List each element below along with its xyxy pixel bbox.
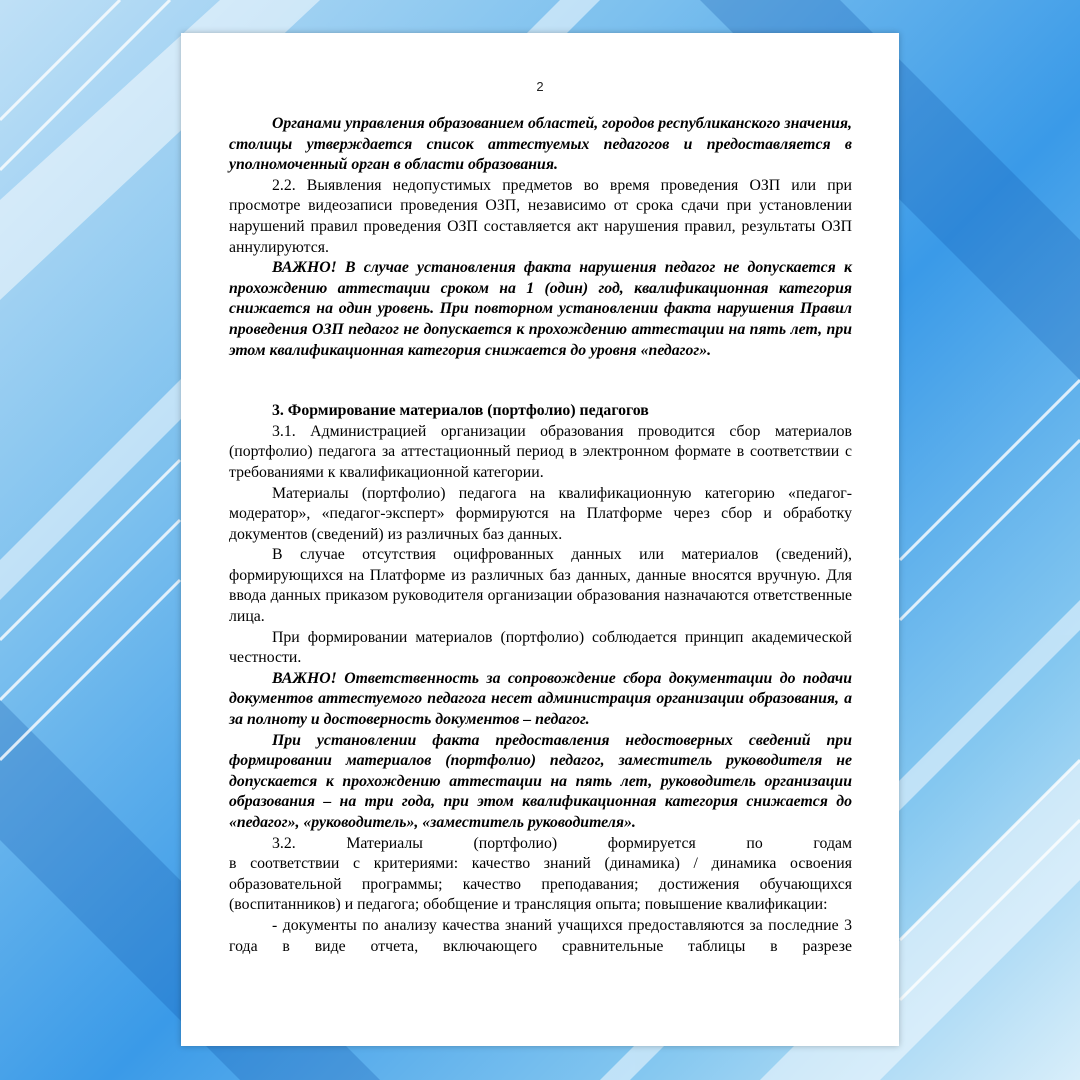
section-gap <box>229 361 852 401</box>
paragraph-false-information: При установлении факта предоставления недостоверных сведений при формировании материалов (портфолио) педагог, заместитель руководителя не допускается к прохождению аттестации на пять лет, руководитель организации образования – на три года, при этом квалификационная категория снижается до «педагог», «руководитель», «заместитель руководителя». <box>229 731 852 831</box>
section-3-heading: 3. Формирование материалов (портфолио) педагогов <box>272 402 649 420</box>
paragraph-3-2: 3.2. Материалы (портфолио) формируется по годам <box>272 834 852 852</box>
paragraph-important-violation: ВАЖНО! В случае установления факта нарушения педагог не допускается к прохождению аттестации сроком на 1 (один) год, квалификационная категория снижается на один уровень. При повторном установлении факта нарушения Правил проведения ОЗП педагог не допускается к прохождению аттестации на пять лет, при этом квалификационная категория снижается до уровня «педагог». <box>229 259 852 359</box>
paragraph-knowledge-documents: - документы по анализу качества знаний учащихся предоставляются за последние 3 года в виде отчета, включающего сравнительные таблицы в разрезе <box>229 916 852 955</box>
paragraph-2-2: 2.2. Выявления недопустимых предметов во время проведения ОЗП или при просмотре видеозаписи проведения ОЗП, независимо от срока сдачи при установлении нарушений правил проведения ОЗП составляется акт нарушения правил, результаты ОЗП аннулируются. <box>229 176 852 256</box>
document-page <box>181 33 899 1046</box>
paragraph-manual-entry: В случае отсутствия оцифрованных данных или материалов (сведений), формирующихся на Платформе из различных баз данных, данные вносятся вручную. Для ввода данных приказом руководителя организации образования назначаются ответственные лица. <box>229 546 852 626</box>
paragraph-3-1: 3.1. Администрацией организации образования проводится сбор материалов (портфолио) педагога за аттестационный период в электронном формате в соответствии с требованиями к квалификационной категории. <box>229 422 852 481</box>
document-body <box>229 114 852 957</box>
paragraph-approval-list: Органами управления образованием областей, городов республиканского значения, столицы утверждается список аттестуемых педагогов и предоставляется в уполномоченный орган в области образования. <box>229 115 852 174</box>
paragraph-criteria: в соответствии с критериями: качество знаний (динамика) / динамика освоения образовательной программы; качество преподавания; достижения обучающихся (воспитанников) и педагога; обобщение и трансляция опыта; повышение квалификации: <box>229 855 852 914</box>
paragraph-important-responsibility: ВАЖНО! Ответственность за сопровождение сбора документации до подачи документов аттестуемого педагога несет администрация организации образования, а за полноту и достоверность документов – педагог. <box>229 669 852 729</box>
page-number: 2 <box>536 79 544 94</box>
paragraph-portfolio-platform: Материалы (портфолио) педагога на квалификационную категорию «педагог-модератор», «педагог-эксперт» формируются на Платформе через сбор и обработку документов (сведений) из различных баз данных. <box>229 484 852 543</box>
paragraph-academic-honesty: При формировании материалов (портфолио) соблюдается принцип академической честности. <box>229 628 852 667</box>
